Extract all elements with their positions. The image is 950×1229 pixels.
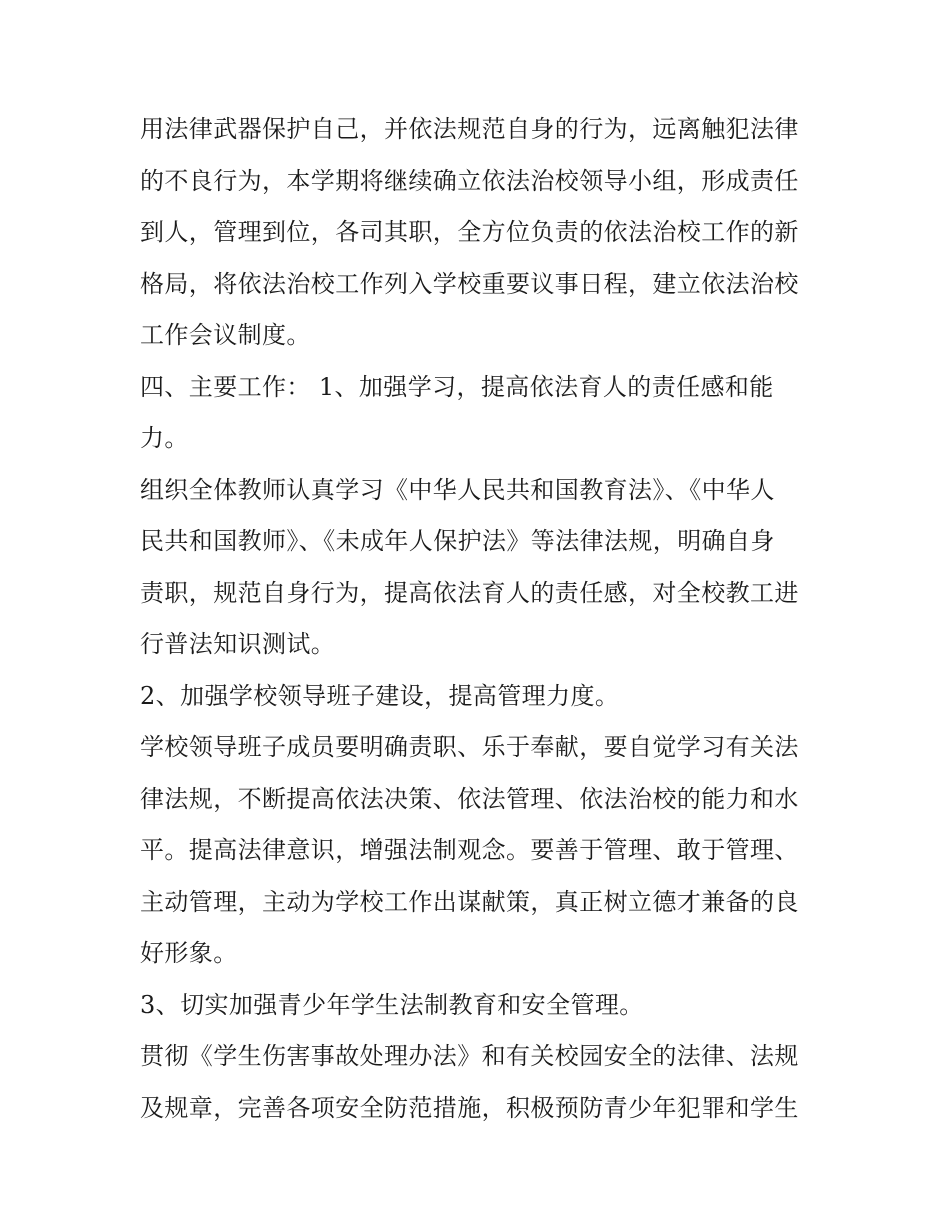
text-line: 的不良行为，本学期将继续确立依法治校领导小组，形成责任 [140,166,799,195]
text-line: 工作会议制度。 [140,321,311,349]
text-line: 贯彻《学生伤害事故处理办法》和有关校园安全的法律、法规 [140,1042,799,1070]
text-line: 主动管理，主动为学校工作出谋献策，真正树立德才兼备的良 [140,887,799,916]
subheading-line: 2、加强学校领导班子建设，提高管理力度。 [140,681,620,710]
text-line: 行普法知识测试。 [140,630,336,658]
text-line: 到人，管理到位，各司其职，全方位负责的依法治校工作的新 [140,218,799,246]
text-line: 律法规，不断提高依法决策、依法管理、依法治校的能力和水 [140,784,799,813]
text-line: 及规章，完善各项安全防范措施，积极预防青少年犯罪和学生 [140,1093,799,1122]
section-heading-line: 四、主要工作： 1、加强学习，提高依法育人的责任感和能 [140,372,774,401]
text-line: 平。提高法律意识，增强法制观念。要善于管理、敢于管理、 [140,836,799,864]
text-line: 组织全体教师认真学习《中华人民共和国教育法》、《中华人 [140,475,775,504]
text-line: 学校领导班子成员要明确责职、乐于奉献，要自觉学习有关法 [140,733,799,761]
document-body [140,104,820,1134]
text-line: 民共和国教师》、《未成年人保护法》等法律法规，明确自身 [140,527,775,555]
subheading-line: 3、切实加强青少年学生法制教育和安全管理。 [140,990,644,1019]
text-line: 用法律武器保护自己，并依法规范自身的行为，远离触犯法律 [140,115,799,143]
text-line: 好形象。 [140,939,238,967]
text-line: 责职，规范自身行为，提高依法育人的责任感，对全校教工进 [140,578,799,607]
section-heading-line: 力。 [140,424,189,452]
text-line: 格局，将依法治校工作列入学校重要议事日程，建立依法治校 [140,269,799,298]
